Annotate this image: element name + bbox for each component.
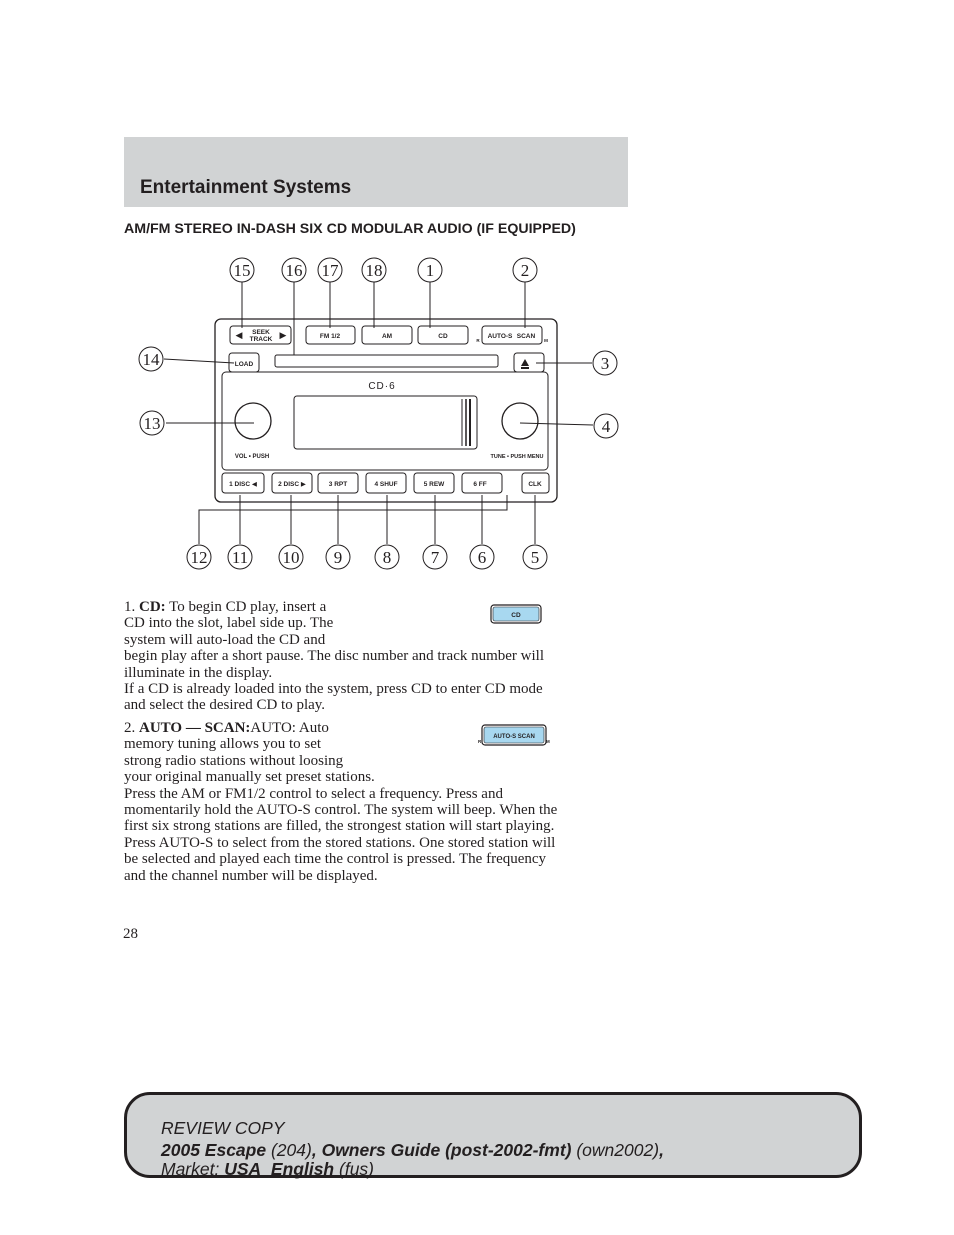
callout-label: 4 [601,417,611,436]
section-heading: AM/FM STEREO IN-DASH SIX CD MODULAR AUDIO (IF EQUIPPED) [124,221,576,237]
callout-label: 12 [190,548,208,567]
footer-model-line [161,1140,664,1161]
preset-3-label: 3 RPT [328,481,348,488]
item-1-text [124,599,624,714]
auto-scan-button-illustration [474,724,554,748]
callout-label: 13 [143,414,161,433]
item-text: system will auto-load the CD and [124,631,326,648]
guide-code: (own2002) [576,1140,660,1160]
callout-label: 1 [425,261,435,280]
cd6-logo: CD·6 [368,381,396,392]
item-label: CD: [139,599,166,615]
preset-6-label: 6 FF [473,481,487,488]
item-text: be selected and played each time the control is pressed. The frequency [124,851,547,868]
item-text: begin play after a short pause. The disc number and track number will [124,648,545,665]
tune-knob[interactable] [502,403,538,439]
callout-label: 11 [231,548,249,567]
seek-right-icon: ▶ [279,330,287,340]
item-text: your original manually set preset stations. [124,769,375,786]
item-text: If a CD is already loaded into the system, press CD to enter CD mode [124,681,543,698]
preset-2-label: 2 DISC ▶ [278,481,306,488]
page-title: Entertainment Systems [140,177,352,198]
seek-left-icon: ◀ [235,330,243,340]
callout-label: 17 [321,261,339,280]
icon-m-label: M [546,739,550,744]
item-text: momentarily hold the AUTO-S control. The system will beep. When the [124,802,558,819]
item-text: first six strong stations are filled, the strongest station will start playing. [124,818,555,835]
preset-5-label: 5 REW [423,481,445,488]
leader-line [164,359,234,363]
callout-label: 6 [477,548,487,567]
item-text: To begin CD play, insert a [169,599,327,615]
track-label: TRACK [249,336,273,343]
clock-label: CLK [528,481,542,488]
guide-name: Owners Guide (post-2002-fmt) [321,1140,572,1160]
item-label: AUTO — SCAN: [139,720,251,736]
page-number: 28 [123,926,138,942]
callout-label: 15 [233,261,251,280]
item-number: 1. [124,599,136,615]
callout-label: 9 [333,548,343,567]
item-text: AUTO: Auto [250,720,329,736]
cd-button-illustration [490,604,544,626]
callout-label: 2 [520,261,530,280]
item-number: 2. [124,720,136,736]
model-name: 2005 Escape [161,1140,267,1160]
volume-knob[interactable] [235,403,271,439]
item-text: Press the AM or FM1/2 control to select a frequency. Press and [124,785,503,802]
preset-4-label: 4 SHUF [374,481,398,488]
icon-r-label: R [478,739,482,744]
market-code: (fus) [339,1159,374,1179]
callout-label: 16 [285,261,303,280]
fm-label: FM 1/2 [319,333,341,340]
radio-diagram [0,250,954,580]
separator: , [311,1140,317,1160]
callout-label: 8 [382,548,392,567]
tune-label: TUNE • PUSH MENU [490,454,544,460]
callout-label: 7 [430,548,440,567]
callout-label: 14 [142,350,160,369]
preset-1-label: 1 DISC ◀ [229,481,257,488]
am-label: AM [381,333,393,340]
market-label: Market: [161,1159,220,1179]
vol-label: VOL • PUSH [234,454,270,460]
auto-scan-label: AUTO-S SCAN [493,734,535,740]
autos-label: AUTO-S [487,333,513,340]
market-name: USA_English [224,1159,335,1179]
item-text: CD into the slot, label side up. The [124,615,334,632]
callout-label: 10 [282,548,300,567]
review-copy-label: REVIEW COPY [161,1118,285,1138]
callout-label: 5 [530,548,540,567]
footer-market-line [161,1159,374,1180]
callout-label: 18 [365,261,383,280]
cd-label: CD [438,333,448,340]
separator: , [659,1140,664,1160]
item-text: Press AUTO-S to select from the stored stations. One stored station will [124,834,556,851]
item-text: strong radio stations without loosing [124,752,344,769]
callout-label: 3 [600,354,610,373]
item-text: and the channel number will be displayed. [124,867,378,884]
seek-label: SEEK [252,329,270,336]
scan-label: SCAN [516,333,536,340]
cd-button-label: CD [511,612,521,619]
model-code: (204) [270,1140,312,1160]
footer-review-line [161,1118,285,1139]
item-text: memory tuning allows you to set [124,736,322,753]
small-r-label: R [476,338,480,343]
small-m-label: M [544,338,548,343]
item-text: and select the desired CD to play. [124,697,326,714]
load-label: LOAD [234,361,254,368]
cd-slot [275,355,498,367]
display-screen [294,396,477,449]
eject-icon [521,359,529,366]
item-text: illuminate in the display. [124,664,273,681]
